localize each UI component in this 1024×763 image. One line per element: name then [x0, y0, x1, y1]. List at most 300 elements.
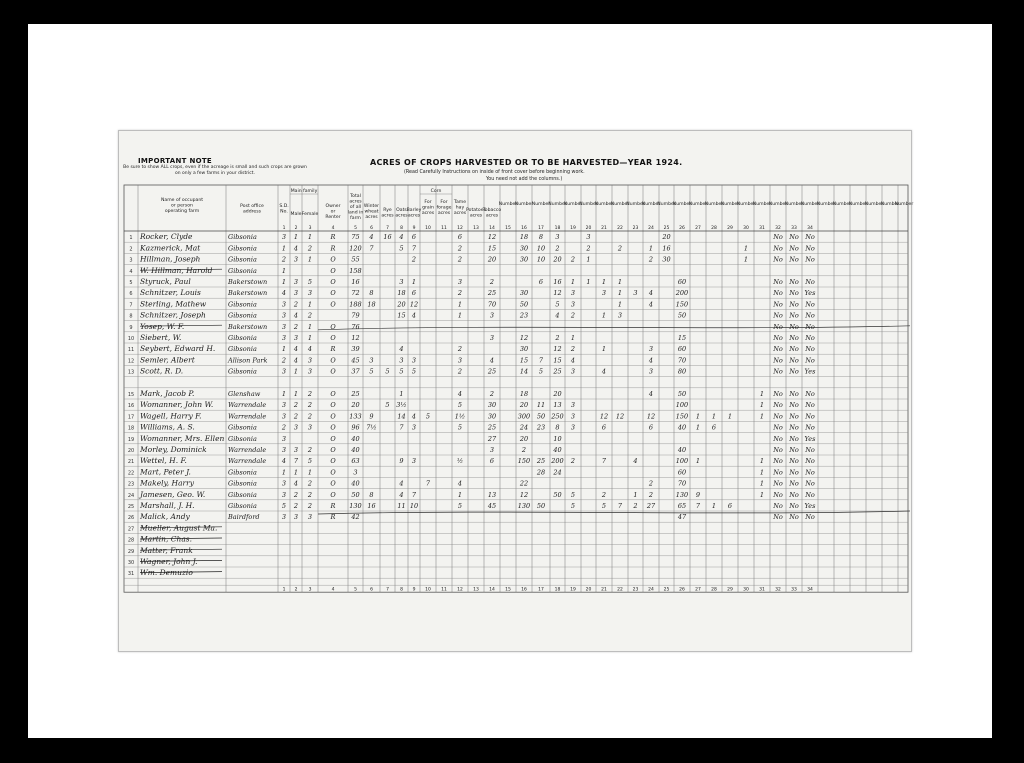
cell-b: 2 — [307, 502, 313, 510]
cell-value: No — [789, 255, 799, 264]
header-barley: acres — [407, 213, 421, 219]
cell-value: 12 — [519, 490, 529, 499]
cell-value: 1 — [601, 278, 607, 286]
cell-o: O — [330, 490, 336, 499]
cell-value: 5 — [399, 244, 404, 253]
cell-value: 30 — [519, 244, 529, 253]
cell-total: 133 — [349, 412, 362, 421]
cell-value: No — [773, 233, 783, 242]
header-female: Female — [301, 212, 319, 217]
cell-value: 4 — [633, 457, 638, 466]
table-row — [128, 367, 816, 376]
cell-value: 3 — [570, 300, 576, 309]
cell-a: 1 — [293, 233, 299, 242]
cell-value: No — [805, 334, 815, 342]
cell-b: 1 — [307, 300, 313, 309]
cell-value: 4 — [399, 490, 404, 499]
table-body — [128, 232, 816, 577]
cell-value: 1 — [399, 390, 404, 398]
cell-b: 2 — [307, 479, 313, 488]
cell-a: 2 — [293, 401, 299, 410]
header-livestock-number: Number — [880, 202, 900, 207]
column-number: 25 — [663, 226, 670, 231]
header-livestock-number: Number — [594, 202, 614, 207]
cell-value: 30 — [662, 255, 671, 264]
cell-sd: 2 — [281, 356, 287, 365]
cell-b: 1 — [307, 255, 313, 264]
header-name: operating farm — [164, 209, 200, 214]
cell-value: No — [773, 322, 783, 331]
cell-value: No — [789, 502, 799, 510]
cell-value: 3 — [586, 233, 591, 242]
header-corn-grain: For — [424, 200, 432, 205]
cell-name: Jamesen, Geo. W. — [140, 489, 206, 499]
header-tobacco: acres — [485, 213, 499, 219]
cell-o: O — [330, 289, 336, 298]
cell-po: Warrendale — [228, 412, 267, 421]
table-row — [128, 467, 815, 476]
cell-value: No — [805, 479, 815, 488]
cell-total: 16 — [351, 278, 360, 286]
cell-value: 3 — [457, 278, 463, 286]
important-note-text: Be sure to show ALL crops, even if the acreage is small and such crops are grown on only a few farms in your district. — [123, 165, 307, 176]
cell-value: 14 — [397, 412, 406, 421]
cell-sd: 3 — [281, 367, 287, 376]
cell-n: 28 — [127, 537, 135, 544]
cell-value: 5 — [457, 423, 463, 432]
cell-n: 30 — [127, 560, 135, 566]
cell-b: 1 — [307, 334, 313, 342]
cell-value: 6 — [411, 233, 417, 242]
cell-value: No — [805, 322, 815, 331]
cell-total: 75 — [351, 233, 360, 242]
cell-value: 2 — [586, 244, 591, 253]
header-livestock-number: Number — [688, 202, 708, 207]
header-livestock-number: Number — [657, 202, 676, 207]
cell-value: 10 — [409, 502, 419, 510]
cell-value: 3 — [633, 289, 638, 298]
cell-value: 3 — [570, 412, 576, 421]
cell-sd: 3 — [281, 513, 287, 522]
cell-a: 1 — [293, 390, 299, 398]
cell-value: 2 — [457, 289, 463, 298]
cell-n: 8 — [129, 313, 133, 320]
cell-value: 1 — [457, 490, 463, 499]
cell-value: No — [773, 255, 783, 264]
cell-value: 40 — [677, 446, 687, 454]
column-number: 5 — [354, 226, 357, 231]
cell-value: 12 — [615, 412, 625, 421]
footer-column-number: 2 — [294, 587, 298, 593]
cell-value: No — [773, 412, 783, 421]
cell-value: No — [773, 356, 783, 365]
cell-value: 18 — [397, 289, 406, 298]
crop-table — [118, 185, 914, 625]
header-livestock-number: Number — [498, 202, 518, 207]
footer-column-number: 26 — [679, 587, 685, 593]
column-number: 24 — [648, 226, 654, 231]
header-livestock-number: Number — [800, 202, 820, 207]
cell-po: Gibsonia — [228, 255, 257, 264]
cell-value: 2 — [457, 367, 463, 376]
cell-value: 1 — [601, 311, 607, 320]
cell-sd: 3 — [281, 479, 287, 488]
cell-value: No — [805, 513, 815, 522]
cell-value: No — [805, 278, 815, 286]
cell-value: 4 — [570, 356, 576, 365]
cell-b: 5 — [307, 278, 313, 286]
cell-po: Gibsonia — [228, 367, 257, 376]
footer-column-number: 23 — [632, 587, 639, 593]
cell-n: 22 — [127, 470, 135, 477]
footer-column-number: 11 — [441, 587, 447, 593]
cell-value: 10 — [553, 434, 562, 443]
header-tame-hay: hay — [455, 205, 465, 211]
cell-value: 150 — [517, 457, 531, 466]
cell-value: 2 — [457, 345, 463, 354]
column-number: 2 — [294, 226, 298, 231]
header-barley: Barley — [406, 208, 422, 213]
cell-value: No — [789, 345, 799, 354]
cell-po: Glenshaw — [228, 390, 261, 398]
cell-value: 4 — [555, 311, 560, 320]
cell-value: 15 — [677, 334, 687, 342]
cell-o: O — [330, 334, 336, 342]
cell-po: Warrendale — [228, 401, 267, 410]
cell-name: Wagner, John J. — [140, 557, 198, 566]
cell-b: 2 — [307, 244, 313, 253]
cell-value: 1 — [727, 412, 733, 421]
cell-sd: 1 — [281, 390, 287, 398]
cell-value: 12 — [409, 300, 419, 309]
header-male: Male — [290, 212, 302, 217]
cell-value: 3 — [411, 423, 417, 432]
cell-value: 5 — [570, 502, 576, 510]
cell-o: O — [330, 255, 336, 264]
table-row — [128, 456, 815, 465]
cell-value: 12 — [553, 345, 562, 354]
cell-value: No — [789, 356, 799, 365]
cell-value: 50 — [553, 490, 562, 499]
cell-o: O — [330, 457, 336, 466]
cell-value: 11 — [397, 502, 406, 510]
cell-o: O — [330, 367, 336, 376]
cell-value: No — [773, 244, 783, 253]
footer-column-number: 27 — [695, 587, 701, 593]
cell-value: 5 — [570, 490, 576, 499]
cell-value: No — [773, 345, 783, 354]
column-number: 15 — [505, 226, 511, 231]
cell-name: W. Hillman, Harold — [140, 265, 213, 275]
cell-name: Mart, Peter J. — [140, 467, 191, 477]
cell-value: Yes — [804, 502, 816, 510]
cell-name: Mueller, August Ma. — [140, 523, 218, 533]
cell-value: 16 — [367, 502, 376, 510]
cell-value: 2 — [457, 244, 463, 253]
cell-name: Mark, Jacob P. — [140, 389, 195, 398]
footer-column-number: 28 — [711, 587, 717, 593]
header-livestock-number: Number — [864, 202, 884, 207]
cell-value: 4 — [648, 390, 654, 398]
cell-a: 2 — [293, 490, 299, 499]
cell-sd: 5 — [281, 502, 287, 510]
footer-column-number: 31 — [759, 587, 765, 593]
cell-po: Warrendale — [228, 457, 267, 466]
cell-value: 2 — [648, 490, 654, 499]
header-livestock-number: Number — [531, 202, 551, 207]
cell-po: Gibsonia — [228, 334, 257, 342]
cell-value: No — [789, 401, 799, 410]
table-row — [129, 299, 814, 308]
cell-po: Bairdford — [228, 513, 260, 522]
cell-n: 12 — [127, 358, 135, 365]
column-number: 11 — [441, 226, 447, 231]
footer-column-number: 1 — [282, 587, 286, 593]
footer-column-number: 34 — [807, 587, 813, 593]
header-total-acres: acres — [349, 199, 362, 205]
cell-total: 20 — [351, 401, 360, 410]
cell-po: Gibsonia — [228, 345, 257, 354]
footer-column-number: 8 — [400, 587, 403, 593]
cell-value: 2 — [570, 311, 576, 320]
cell-total: 55 — [351, 255, 360, 264]
footer-column-number: 7 — [386, 587, 389, 593]
cell-value: 6 — [601, 423, 607, 432]
cell-name: Morley, Dominick — [140, 445, 207, 454]
cell-po: Bakerstown — [228, 289, 268, 298]
cell-value: 150 — [675, 300, 689, 309]
cell-po: Gibsonia — [228, 468, 257, 477]
cell-total: 76 — [351, 322, 360, 331]
cell-value: 1 — [601, 345, 607, 354]
cell-a: 4 — [293, 244, 299, 253]
cell-value: 3 — [457, 356, 463, 365]
cell-value: 5 — [425, 412, 431, 421]
header-post-office: Post office — [240, 204, 264, 209]
cell-value: 130 — [675, 490, 689, 499]
cell-value: 2 — [457, 255, 463, 264]
cell-value: 2 — [489, 390, 495, 398]
cell-total: 72 — [351, 289, 360, 298]
cell-value: 2 — [633, 502, 638, 510]
cell-total: 63 — [351, 457, 360, 466]
cell-value: 24 — [553, 468, 562, 477]
cell-value: 3 — [601, 289, 607, 298]
header-livestock-number: Number — [848, 202, 868, 207]
cell-value: No — [789, 423, 799, 432]
cell-value: 1 — [759, 401, 765, 410]
cell-name: Kazmerick, Mat — [140, 243, 201, 253]
cell-total: 40 — [351, 434, 360, 443]
table-row — [129, 322, 814, 331]
cell-o: O — [330, 390, 336, 398]
cell-value: No — [789, 322, 799, 331]
cell-value: 1 — [711, 502, 717, 510]
cell-value: No — [789, 434, 799, 443]
cell-value: 4 — [648, 300, 654, 309]
cell-name: Schnitzer, Joseph — [140, 310, 206, 320]
cell-a: 4 — [293, 356, 299, 365]
column-number: 20 — [585, 226, 592, 231]
cell-n: 23 — [127, 481, 135, 488]
cell-value: 1 — [759, 412, 765, 421]
cell-sd: 1 — [281, 468, 287, 477]
cell-value: 5 — [457, 401, 463, 410]
cell-value: 15 — [553, 356, 562, 365]
cell-a: 4 — [293, 311, 299, 320]
cell-b: 2 — [307, 311, 313, 320]
cell-value: 7 — [411, 244, 417, 253]
cell-o: O — [330, 278, 336, 286]
column-number: 29 — [727, 226, 733, 231]
cell-b: 3 — [307, 356, 313, 365]
cell-value: 60 — [677, 468, 687, 477]
cell-value: 5 — [399, 367, 404, 376]
column-number: 34 — [807, 226, 813, 231]
cell-value: 16 — [383, 233, 392, 242]
cell-o: R — [330, 244, 336, 253]
cell-value: 12 — [599, 412, 609, 421]
cell-value: 5 — [385, 367, 390, 376]
cell-value: No — [773, 457, 783, 466]
cell-value: No — [805, 233, 815, 242]
cell-sd: 4 — [281, 289, 287, 298]
cell-po: Gibsonia — [228, 479, 257, 488]
cell-value: 70 — [487, 300, 497, 309]
cell-value: No — [789, 468, 799, 477]
cell-po: Warrendale — [228, 446, 267, 454]
cell-value: 20 — [662, 233, 671, 242]
column-number: 17 — [538, 226, 544, 231]
table-row — [128, 535, 192, 544]
cell-sd: 1 — [281, 266, 287, 275]
header-oats: Oats — [396, 208, 407, 213]
table-row — [128, 355, 815, 364]
cell-value: 4 — [399, 479, 404, 488]
cell-value: 7 — [617, 502, 623, 510]
cell-n: 7 — [129, 302, 133, 309]
header-corn-forage: acres — [437, 211, 451, 216]
cell-name: Womanner, Mrs. Ellen — [140, 433, 225, 443]
cell-value: 20 — [519, 434, 529, 443]
cell-sd: 3 — [281, 311, 287, 320]
cell-value: 2 — [617, 244, 623, 253]
cell-value: 7 — [695, 502, 701, 510]
cell-value: 20 — [553, 255, 562, 264]
cell-value: 1 — [633, 490, 638, 499]
column-number: 14 — [489, 226, 495, 231]
cell-value: 28 — [536, 468, 546, 477]
cell-value: 25 — [553, 367, 562, 376]
header-livestock-number: Number — [641, 202, 661, 207]
cell-o: O — [330, 356, 336, 365]
column-number: 30 — [743, 226, 749, 231]
cell-value: 4 — [648, 289, 654, 298]
cell-b: 3 — [307, 423, 313, 432]
table-row — [128, 512, 815, 521]
column-number: 22 — [617, 226, 623, 231]
footer-column-number: 22 — [617, 587, 623, 593]
cell-o: O — [330, 300, 336, 309]
header-main-family: Main family — [290, 189, 318, 194]
cell-n: 17 — [127, 414, 135, 421]
header-owner-renter: or — [330, 209, 336, 215]
cell-total: 3 — [353, 468, 358, 477]
cell-n: 1 — [129, 235, 133, 242]
cell-value: 5 — [555, 300, 560, 309]
cell-n: 13 — [127, 369, 135, 376]
column-number: 23 — [632, 226, 639, 231]
cell-value: No — [805, 401, 815, 410]
cell-value: No — [805, 490, 815, 499]
cell-value: 250 — [551, 412, 564, 421]
cell-b: 1 — [307, 322, 313, 331]
cell-value: No — [805, 457, 815, 466]
header-school-district: No. — [280, 209, 288, 215]
cell-value: 25 — [487, 289, 497, 298]
footer-column-number: 21 — [601, 587, 607, 593]
column-number: 27 — [695, 226, 701, 231]
cell-value: 3 — [411, 356, 417, 365]
cell-value: No — [789, 412, 799, 421]
cell-value: 3 — [399, 356, 404, 365]
footer-column-number: 19 — [570, 587, 576, 593]
cell-value: No — [773, 289, 783, 298]
header-oats: acres — [395, 213, 408, 219]
cell-sd: 3 — [281, 434, 287, 443]
cell-value: 25 — [487, 423, 497, 432]
cell-value: 25 — [536, 457, 546, 466]
cell-value: 5 — [385, 401, 390, 410]
column-number: 8 — [400, 226, 403, 231]
pencil-stroke — [318, 511, 910, 514]
cell-value: 1 — [759, 457, 765, 466]
cell-value: 3 — [489, 334, 495, 342]
cell-value: No — [773, 513, 783, 522]
cell-value: No — [789, 278, 799, 286]
cell-value: No — [789, 367, 799, 376]
cell-total: 96 — [351, 423, 360, 432]
cell-name: Williams, A. S. — [140, 422, 195, 432]
cell-n: 10 — [127, 336, 135, 342]
header-livestock-number: Number — [563, 202, 583, 207]
cell-sd: 3 — [281, 322, 287, 331]
header-rye: acres — [381, 213, 394, 219]
cell-value: 30 — [487, 401, 497, 410]
table-row — [129, 232, 814, 241]
cell-n: 24 — [127, 492, 135, 499]
cell-value: 1 — [411, 278, 417, 286]
cell-value: No — [789, 490, 799, 499]
cell-value: 70 — [677, 356, 687, 365]
cell-total: 42 — [351, 513, 360, 522]
cell-po: Gibsonia — [228, 311, 257, 320]
cell-value: 60 — [677, 278, 687, 286]
cell-sd: 3 — [281, 334, 287, 342]
cell-name: Siebert, W. — [140, 333, 182, 342]
cell-b: 2 — [307, 412, 313, 421]
cell-total: 50 — [351, 490, 360, 499]
cell-value: 2 — [601, 490, 607, 499]
cell-value: 1 — [711, 412, 717, 421]
header-livestock-number: Number — [548, 202, 567, 207]
table-row — [129, 266, 361, 275]
footer-column-number: 33 — [791, 587, 797, 593]
table-row — [128, 333, 815, 342]
cell-value: No — [789, 311, 799, 320]
cell-value: 5 — [411, 367, 417, 376]
column-number: 9 — [412, 226, 416, 231]
